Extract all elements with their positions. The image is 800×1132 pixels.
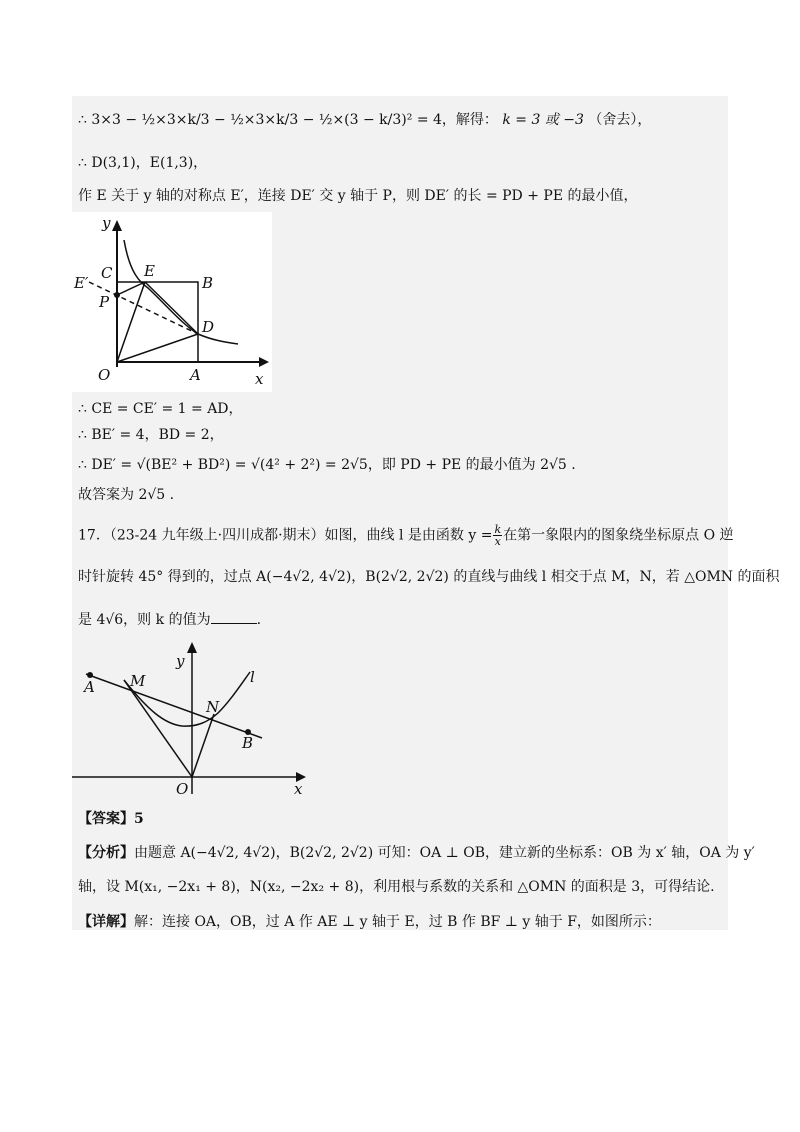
analysis-tag: 【分析】 [78, 845, 134, 861]
detail-text: 解：连接 OA，OB，过 A 作 AE ⊥ y 轴于 E，过 B 作 BF ⊥ y 轴于 F，如图所示： [134, 914, 661, 930]
problem-17-line-1 [78, 524, 734, 547]
label-o: O [176, 780, 189, 798]
analysis-text-1: 由题意 A(−4√2, 4√2)，B(2√2, 2√2) 可知：OA ⊥ OB，建立新的坐标系：OB 为 x′ 轴，OA 为 y′ [134, 845, 755, 861]
label-l: l [250, 668, 255, 686]
points-line: ∴ D(3,1)，E(1,3)， [78, 155, 208, 171]
label-o: O [98, 366, 111, 384]
analysis-row-1 [78, 843, 755, 863]
detail-row [78, 912, 661, 932]
problem-17-text-b: 在第一象限内的图象绕坐标原点 O 逆 [503, 527, 734, 544]
solve-label: ，解得： [441, 112, 498, 128]
label-y: y [176, 652, 185, 670]
de-line: ∴ DE′ = √(BE² + BD²) = √(4² + 2²) = 2√5，即 PD + PE 的最小值为 2√5 . [78, 457, 576, 473]
figure-1 [72, 212, 272, 392]
label-e-prime: E′ [74, 274, 89, 292]
figure-2 [72, 634, 312, 800]
fraction-numerator: k [494, 523, 502, 536]
label-x: x [294, 780, 303, 798]
equation-line [78, 110, 651, 130]
problem-17-line-3 [78, 609, 261, 630]
label-p: P [99, 293, 110, 311]
problem-17-text-c: 是 4√6，则 k 的值为 [78, 612, 211, 628]
label-y: y [102, 214, 111, 232]
problem-17-text-end: . [256, 612, 262, 628]
k-result: k = 3 或 −3 [502, 112, 584, 128]
label-b: B [202, 274, 214, 292]
answer-line-1: 故答案为 2√5 . [78, 487, 175, 503]
label-a: A [84, 678, 95, 696]
answer-blank [211, 609, 257, 624]
answer-tag: 【答案】 [78, 811, 134, 827]
equation-text: ∴ 3×3 − ½×3×k/3 − ½×3×k/3 − ½×(3 − k/3)² = 4 [78, 112, 442, 128]
be-line: ∴ BE′ = 4，BD = 2， [78, 427, 224, 443]
label-c: C [101, 264, 113, 282]
answer-row [78, 809, 144, 829]
label-e: E [144, 262, 155, 280]
line-ab [86, 674, 262, 738]
label-n: N [206, 698, 220, 716]
reflect-line: 作 E 关于 y 轴的对称点 E′，连接 DE′ 交 y 轴于 P，则 DE′ 的长 = PD + PE 的最小值， [78, 188, 638, 204]
discard-note: （舍去）， [588, 112, 652, 128]
y-axis-arrow [187, 642, 197, 653]
answer-value: 5 [134, 811, 144, 827]
label-b: B [242, 734, 254, 752]
analysis-row-2: 轴，设 M(x₁, −2x₁ + 8)，N(x₂, −2x₂ + 8)，利用根与系数的关系和 △OMN 的面积是 3，可得结论. [78, 879, 715, 895]
ce-line: ∴ CE = CE′ = 1 = AD， [78, 401, 243, 417]
detail-tag: 【详解】 [78, 914, 134, 930]
point-p [114, 292, 120, 298]
label-d: D [202, 318, 215, 336]
problem-17-text-a: 17．（23-24 九年级上·四川成都·期末）如图，曲线 l 是由函数 y = [78, 527, 493, 544]
label-m: M [130, 672, 146, 690]
segment-om [124, 680, 192, 777]
fraction-denominator: x [494, 535, 501, 548]
problem-17-line-2: 时针旋转 45° 得到的，过点 A(−4√2, 4√2)，B(2√2, 2√2) 的直线与曲线 l 相交于点 M，N，若 △OMN 的面积 [78, 569, 780, 585]
fraction-k-over-x [493, 524, 502, 547]
label-a: A [190, 366, 201, 384]
label-x: x [255, 370, 264, 388]
